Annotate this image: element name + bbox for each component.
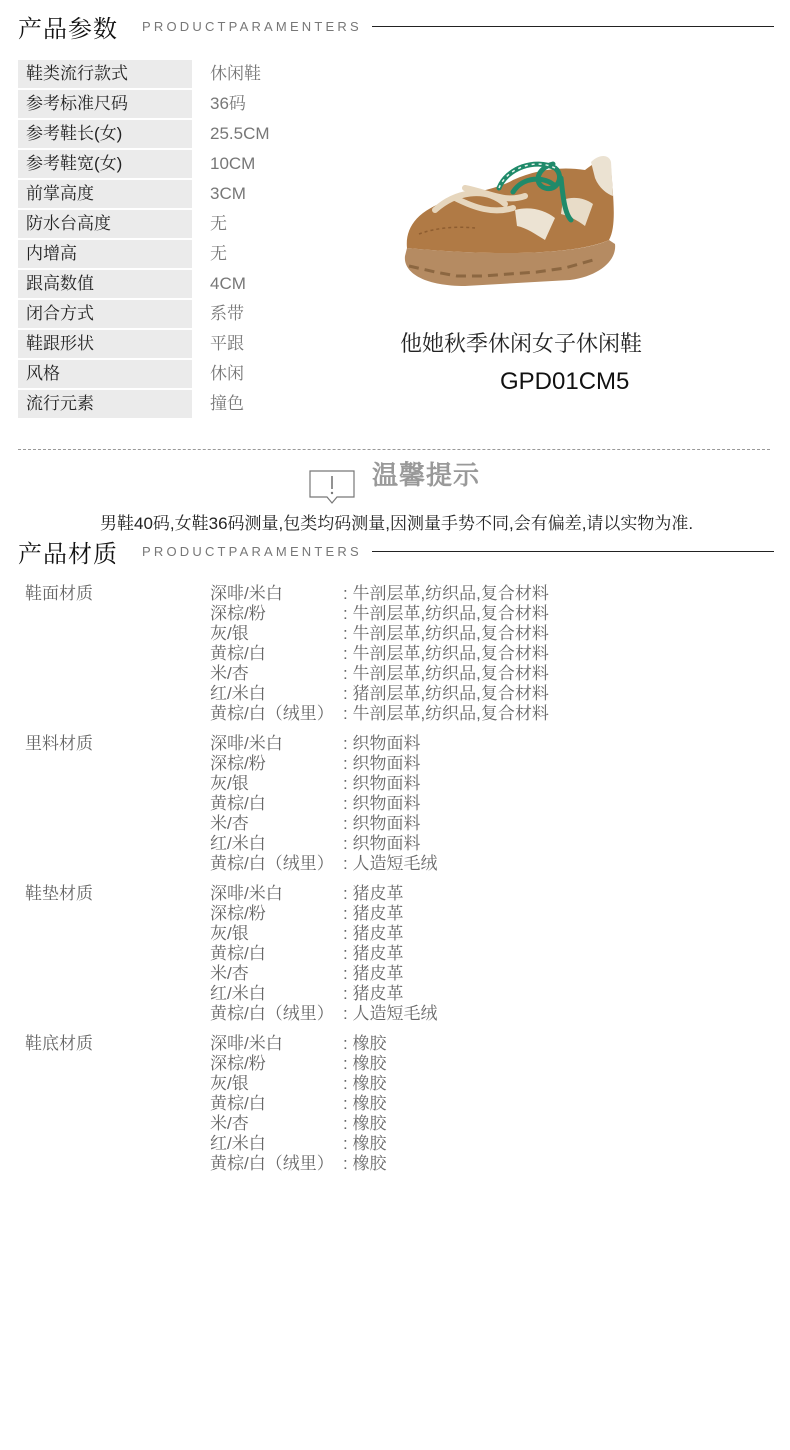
param-key: 跟高数值 xyxy=(18,270,192,298)
product-name: 他她秋季休闲女子休闲鞋 xyxy=(400,331,643,356)
param-row xyxy=(18,390,348,418)
param-key: 参考标准尺码 xyxy=(18,90,192,118)
material-group xyxy=(25,884,765,1024)
tip-text: 男鞋40码,女鞋36码测量,包类均码测量,因测量手势不同,会有偏差,请以实物为准. xyxy=(100,514,694,533)
params-section-title: 产品参数 xyxy=(18,15,118,43)
param-value: 撞色 xyxy=(210,394,244,413)
param-value: 10CM xyxy=(210,154,256,173)
material-colorway: 红/米白 xyxy=(210,1134,266,1153)
material-value: : 人造短毛绒 xyxy=(343,1004,438,1023)
param-value: 36码 xyxy=(210,94,246,113)
param-row xyxy=(18,150,348,178)
material-row xyxy=(210,734,765,754)
param-row xyxy=(18,270,348,298)
material-colorway: 灰/银 xyxy=(210,1074,249,1093)
material-group xyxy=(25,1034,765,1174)
material-value: : 牛剖层革,纺织品,复合材料 xyxy=(343,664,549,683)
material-row xyxy=(210,644,765,664)
material-value: : 猪皮革 xyxy=(343,984,404,1003)
material-value: : 橡胶 xyxy=(343,1074,387,1093)
param-row xyxy=(18,90,348,118)
params-section-header xyxy=(18,6,774,46)
material-row xyxy=(210,964,765,984)
material-colorway: 红/米白 xyxy=(210,834,266,853)
material-colorway: 黄棕/白 xyxy=(210,944,266,963)
material-row xyxy=(210,924,765,944)
exclamation-speech-bubble-icon xyxy=(309,470,355,504)
material-group xyxy=(25,584,765,724)
param-value: 无 xyxy=(210,244,227,263)
params-section-subtitle: PRODUCTPARAMENTERS xyxy=(142,18,362,34)
material-colorway: 深棕/粉 xyxy=(210,754,266,773)
material-value: : 橡胶 xyxy=(343,1054,387,1073)
materials-section-subtitle: PRODUCTPARAMENTERS xyxy=(142,543,362,559)
material-colorway: 灰/银 xyxy=(210,774,249,793)
param-key: 前掌高度 xyxy=(18,180,192,208)
material-row xyxy=(210,904,765,924)
material-value: : 猪皮革 xyxy=(343,964,404,983)
params-table xyxy=(18,60,348,420)
product-code: GPD01CM5 xyxy=(500,368,630,395)
param-value: 3CM xyxy=(210,184,246,203)
material-colorway: 深棕/粉 xyxy=(210,1054,266,1073)
material-colorway: 深啡/米白 xyxy=(210,884,283,903)
param-key: 鞋类流行款式 xyxy=(18,60,192,88)
material-value: : 织物面料 xyxy=(343,834,421,853)
param-value: 4CM xyxy=(210,274,246,293)
param-row xyxy=(18,120,348,148)
tip-title: 温馨提示 xyxy=(372,460,481,490)
dashed-divider xyxy=(18,449,770,450)
material-colorway: 深棕/粉 xyxy=(210,904,266,923)
material-group-label: 鞋面材质 xyxy=(25,584,93,603)
param-key: 防水台高度 xyxy=(18,210,192,238)
material-value: : 织物面料 xyxy=(343,734,421,753)
material-colorway: 米/杏 xyxy=(210,964,249,983)
material-row xyxy=(210,854,765,874)
material-colorway: 米/杏 xyxy=(210,664,249,683)
material-row xyxy=(210,774,765,794)
param-row xyxy=(18,360,348,388)
param-row xyxy=(18,180,348,208)
material-row xyxy=(210,884,765,904)
materials-section-title: 产品材质 xyxy=(18,540,118,568)
material-value: : 牛剖层革,纺织品,复合材料 xyxy=(343,704,549,723)
material-row xyxy=(210,1134,765,1154)
material-value: : 橡胶 xyxy=(343,1154,387,1173)
param-key: 参考鞋长(女) xyxy=(18,120,192,148)
material-colorway: 米/杏 xyxy=(210,1114,249,1133)
param-value: 无 xyxy=(210,214,227,233)
material-colorway: 黄棕/白（绒里） xyxy=(210,1154,334,1173)
header-rule xyxy=(372,26,774,27)
material-value: : 织物面料 xyxy=(343,774,421,793)
material-value: : 橡胶 xyxy=(343,1094,387,1113)
param-value: 25.5CM xyxy=(210,124,270,143)
material-value: : 织物面料 xyxy=(343,754,421,773)
material-row xyxy=(210,1114,765,1134)
materials-section-header xyxy=(18,531,774,571)
material-value: : 橡胶 xyxy=(343,1034,387,1053)
material-row xyxy=(210,1054,765,1074)
param-value: 系带 xyxy=(210,304,244,323)
param-row xyxy=(18,300,348,328)
material-value: : 橡胶 xyxy=(343,1134,387,1153)
param-value: 休闲 xyxy=(210,364,244,383)
material-row xyxy=(210,624,765,644)
material-row xyxy=(210,814,765,834)
material-row xyxy=(210,604,765,624)
shoe-product-image xyxy=(395,148,627,293)
material-value: : 牛剖层革,纺织品,复合材料 xyxy=(343,584,549,603)
material-colorway: 黄棕/白 xyxy=(210,1094,266,1113)
materials-list xyxy=(25,584,765,1184)
material-value: : 猪剖层革,纺织品,复合材料 xyxy=(343,684,549,703)
material-row xyxy=(210,584,765,604)
param-value: 平跟 xyxy=(210,334,244,353)
material-row xyxy=(210,1034,765,1054)
material-value: : 牛剖层革,纺织品,复合材料 xyxy=(343,624,549,643)
material-row xyxy=(210,754,765,774)
param-key: 参考鞋宽(女) xyxy=(18,150,192,178)
param-row xyxy=(18,240,348,268)
material-colorway: 深啡/米白 xyxy=(210,584,283,603)
material-row xyxy=(210,684,765,704)
material-row xyxy=(210,944,765,964)
material-group-label: 鞋底材质 xyxy=(25,1034,93,1053)
material-value: : 人造短毛绒 xyxy=(343,854,438,873)
material-group-label: 鞋垫材质 xyxy=(25,884,93,903)
param-key: 鞋跟形状 xyxy=(18,330,192,358)
material-row xyxy=(210,1154,765,1174)
material-row xyxy=(210,794,765,814)
param-value: 休闲鞋 xyxy=(210,64,261,83)
material-colorway: 米/杏 xyxy=(210,814,249,833)
param-key: 流行元素 xyxy=(18,390,192,418)
material-colorway: 深啡/米白 xyxy=(210,734,283,753)
material-value: : 橡胶 xyxy=(343,1114,387,1133)
material-colorway: 红/米白 xyxy=(210,984,266,1003)
param-row xyxy=(18,60,348,88)
material-colorway: 黄棕/白 xyxy=(210,794,266,813)
material-value: : 猪皮革 xyxy=(343,884,404,903)
param-key: 闭合方式 xyxy=(18,300,192,328)
material-colorway: 深棕/粉 xyxy=(210,604,266,623)
header-rule xyxy=(372,551,774,552)
material-colorway: 灰/银 xyxy=(210,924,249,943)
material-value: : 猪皮革 xyxy=(343,904,404,923)
material-row xyxy=(210,664,765,684)
material-colorway: 红/米白 xyxy=(210,684,266,703)
material-colorway: 黄棕/白（绒里） xyxy=(210,704,334,723)
material-colorway: 黄棕/白（绒里） xyxy=(210,1004,334,1023)
param-key: 内增高 xyxy=(18,240,192,268)
param-key: 风格 xyxy=(18,360,192,388)
material-value: : 织物面料 xyxy=(343,794,421,813)
material-value: : 织物面料 xyxy=(343,814,421,833)
param-row xyxy=(18,210,348,238)
material-group xyxy=(25,734,765,874)
material-row xyxy=(210,1094,765,1114)
material-row xyxy=(210,1074,765,1094)
material-row xyxy=(210,834,765,854)
material-colorway: 灰/银 xyxy=(210,624,249,643)
material-value: : 牛剖层革,纺织品,复合材料 xyxy=(343,644,549,663)
material-colorway: 深啡/米白 xyxy=(210,1034,283,1053)
material-value: : 猪皮革 xyxy=(343,924,404,943)
material-row xyxy=(210,704,765,724)
material-colorway: 黄棕/白 xyxy=(210,644,266,663)
material-value: : 牛剖层革,纺织品,复合材料 xyxy=(343,604,549,623)
material-value: : 猪皮革 xyxy=(343,944,404,963)
material-group-label: 里料材质 xyxy=(25,734,93,753)
material-row xyxy=(210,1004,765,1024)
material-colorway: 黄棕/白（绒里） xyxy=(210,854,334,873)
material-row xyxy=(210,984,765,1004)
param-row xyxy=(18,330,348,358)
